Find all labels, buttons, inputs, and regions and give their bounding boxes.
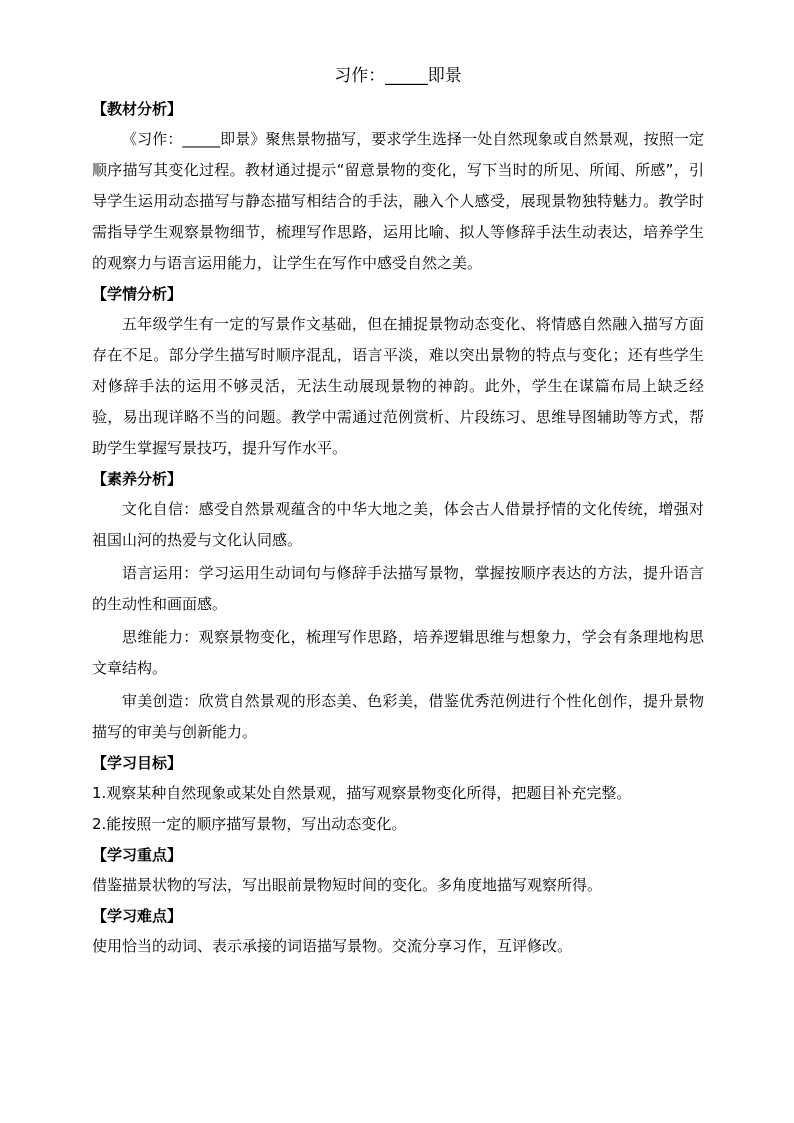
document-page — [92, 62, 704, 962]
literacy-item-language: 语言运用：学习运用生动词句与修辞手法描写景物，掌握按顺序表达的方法，提升语言的生动性和画面感。 — [92, 564, 704, 613]
section-paragraph-focus: 借鉴描景状物的写法，写出眼前景物短时间的变化。多角度地描写观察所得。 — [92, 876, 603, 894]
literacy-item-thinking: 思维能力：观察景物变化，梳理写作思路，培养逻辑思维与想象力，学会有条理地构思文章结构。 — [92, 628, 704, 677]
literacy-item-aesthetics: 审美创造：欣赏自然景观的形态美、色彩美，借鉴优秀范例进行个性化创作，提升景物描写的审美与创新能力。 — [92, 692, 704, 741]
section-heading-goals: 【学习目标】 — [92, 754, 183, 772]
section-paragraph-difficulty: 使用恰当的动词、表示承接的词语描写景物。交流分享习作，互评修改。 — [92, 937, 573, 955]
section-heading-students: 【学情分析】 — [92, 285, 183, 303]
section-paragraph-students: 五年级学生有一定的写景作文基础，但在捕捉景物动态变化、将情感自然融入描写方面存在不足。部分学生描写时顺序混乱，语言平淡，难以突出景物的特点与变化；还有些学生对修辞手法的运用不够灵活，无法生动展现景物的神韵。此外，学生在谋篇布局上缺乏经验，易出现详略不当的问题。教学中需通过范例赏析、片段练习、思维导图辅助等方式，帮助学生掌握写景技巧，提升写作水平。 — [92, 315, 704, 457]
document-title: 习作：_____即景 — [334, 66, 462, 86]
section-heading-textbook: 【教材分析】 — [92, 100, 183, 118]
section-heading-literacy: 【素养分析】 — [92, 470, 183, 488]
section-heading-difficulty: 【学习难点】 — [92, 907, 183, 925]
section-paragraph-textbook: 《习作：_____即景》聚焦景物描写，要求学生选择一处自然现象或自然景观，按照一定顺序描写其变化过程。教材通过提示“留意景物的变化，写下当时的所见、所闻、所感”，引导学生运用动态描写与静态描写相结合的手法，融入个人感受，展现景物独特魅力。教学时需指导学生观察景物细节，梳理写作思路，运用比喻、拟人等修辞手法生动表达，培养学生的观察力与语言运用能力，让学生在写作中感受自然之美。 — [92, 130, 704, 272]
section-heading-focus: 【学习重点】 — [92, 846, 183, 864]
literacy-item-culture: 文化自信：感受自然景观蕴含的中华大地之美，体会古人借景抒情的文化传统，增强对祖国山河的热爱与文化认同感。 — [92, 500, 704, 549]
goal-item-2: 2.能按照一定的顺序描写景物，写出动态变化。 — [92, 815, 407, 833]
goal-item-1: 1.观察某种自然现象或某处自然景观，描写观察景物变化所得，把题目补充完整。 — [92, 784, 632, 802]
